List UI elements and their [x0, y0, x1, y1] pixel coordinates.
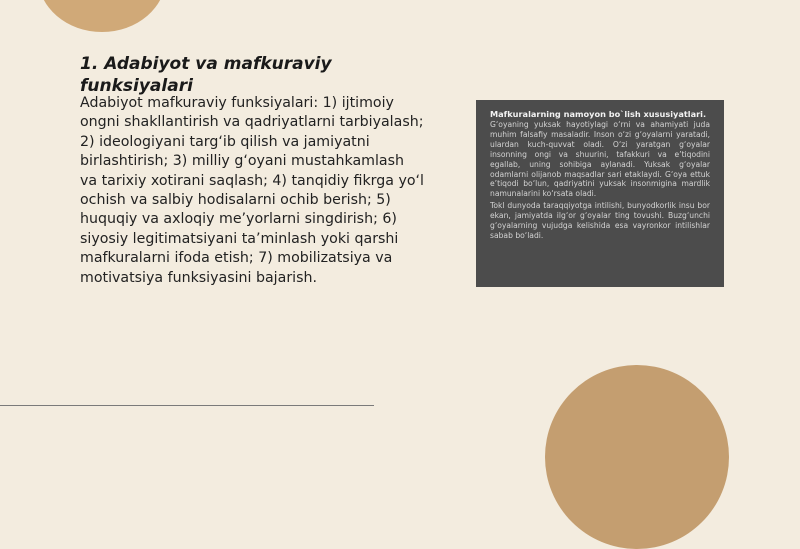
text-card — [476, 100, 724, 287]
card-paragraph-2: Tokl dunyoda taraqqiyotga intilishi, bunyodkorlik insu bor ekan, jamiyatda ilg‘or g‘oyalar ting tovushi. Buzg‘unchi g‘oyalarning vujudga kelishida esa vayronkor intilishlar sabab bo‘ladi. — [490, 201, 710, 240]
card-paragraph-1: G‘oyaning yuksak hayotiylagi o‘rni va ahamiyati juda muhim falsafiy masaladir. Inson o‘zi g‘oyalarni yaratadi, ulardan kuch-quvvat oladi. O‘zi yaratgan g‘oyalar insonning ongi va shuurini, tafakkuri va e’tiqodini egallab, uning sohibiga aylanadi. Yuksak g‘oyalar odamlarni olijanob maqsadlar sari etaklaydi. G‘oya ettuk e’tiqodi bo‘lun, qadriyatini yuksak insonmigina mardlik namunalarini ko‘rsata oladi. — [490, 120, 710, 199]
decorative-circle-top — [38, 0, 166, 32]
card-title: Mafkuralarning namoyon bo`lish xususiyatlari. — [490, 109, 707, 119]
decorative-circle-bottom — [545, 365, 729, 549]
divider-line — [0, 405, 374, 406]
slide-body-text: Adabiyot mafkuraviy funksiyalari: 1) ijtimoiy ongni shakllantirish va qadriyatlarni tarbiyalash; 2) ideologiyani targ‘ib qilish va jamiyatni birlashtirish; 3) milliy g‘oyani mustahkamlash va tarixiy xotirani saqlash; 4) tanqidiy fikrga yo‘l ochish va salbiy hodisalarni ochib berish; 5) huquqiy va axloqiy me’yorlarni singdirish; 6) siyosiy legitimatsiyani ta’minlash yoki qarshi mafkuralarni ifoda etish; 7) mobilizatsiya va motivatsiya funksiyasini bajarish. — [80, 95, 424, 286]
slide-title: 1. Adabiyot va mafkuraviy funksiyalari — [80, 54, 332, 96]
